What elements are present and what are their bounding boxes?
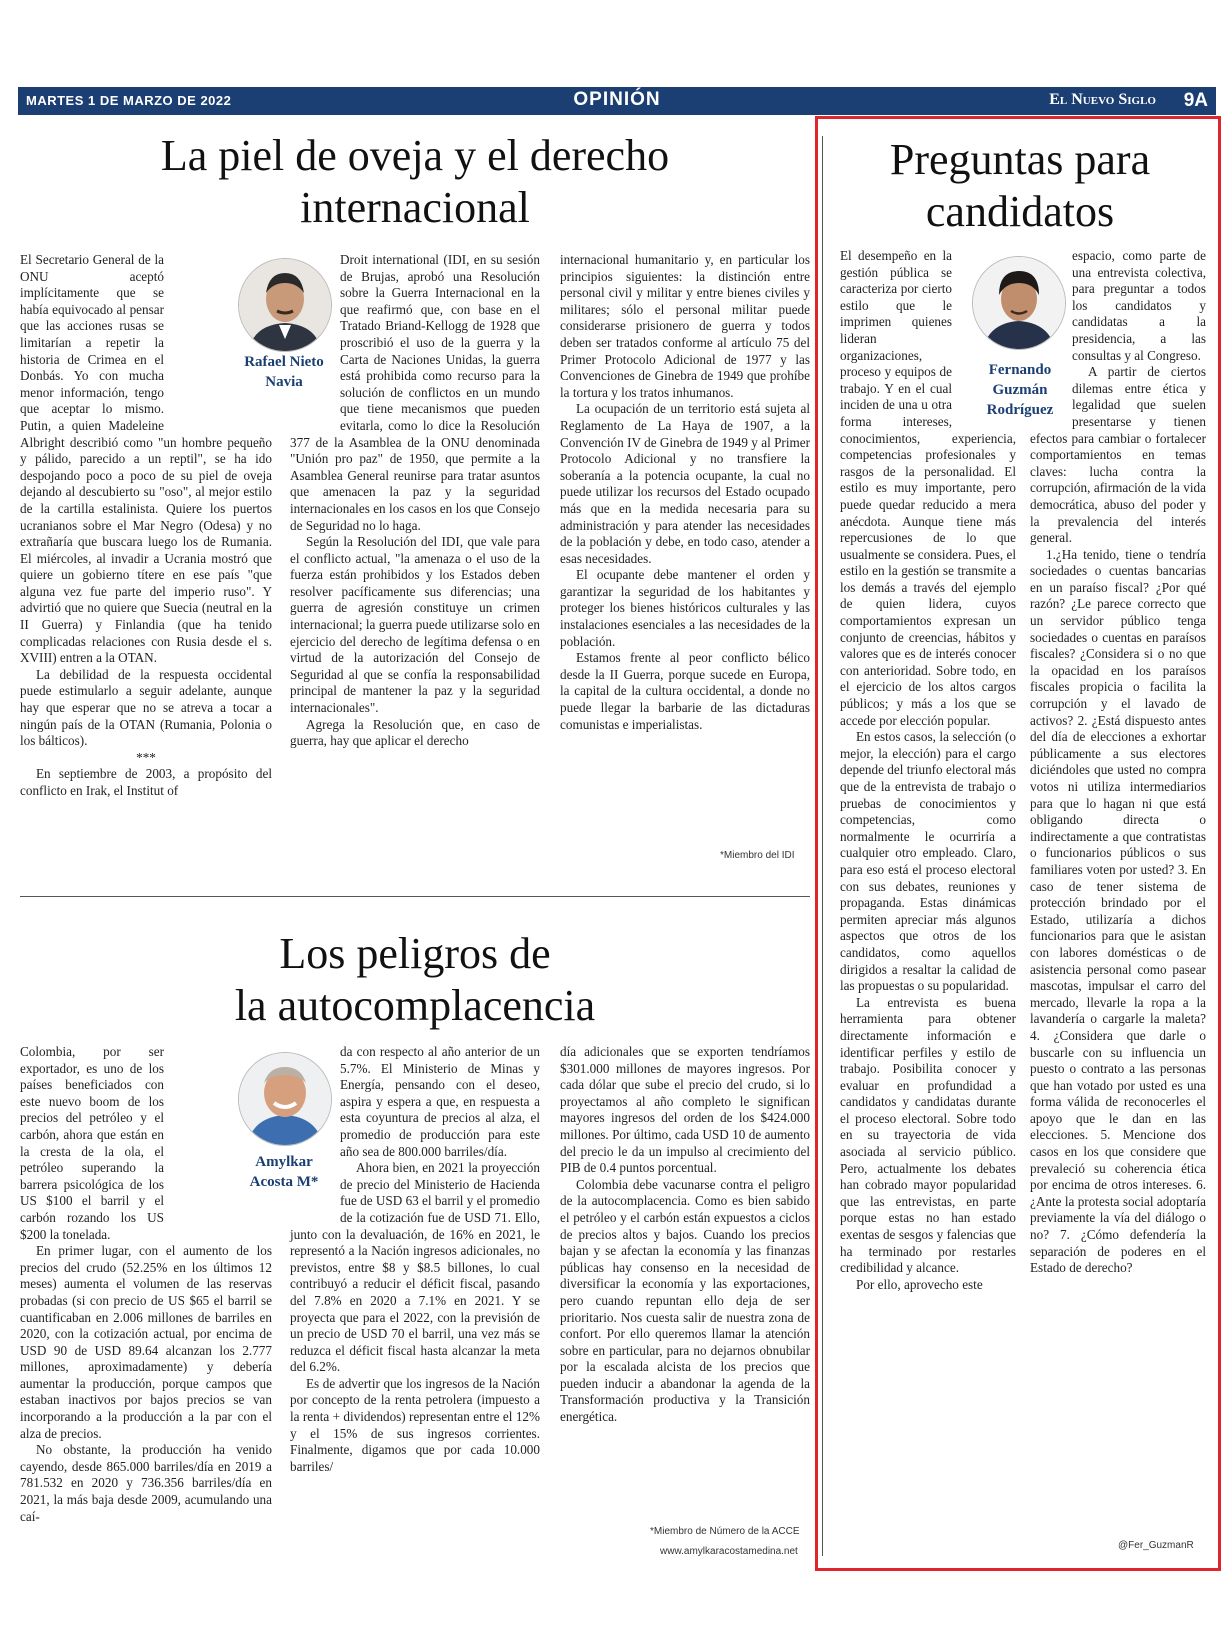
article1-paragraph: La ocupación de un territorio está sujeta al Reglamento de La Haya de 1907, a la Convención IV de Ginebra de 1949 y al Primer Protocolo Adicional y no transfiere la soberanía a la potencia ocupante, la cual no puede utilizar los recursos del Estado ocupado más que en la medida necesaria para su administración y para atender las necesidades de la población y debe, en todo caso, atender a esas necesidades. xyxy=(560,401,810,566)
article1-paragraph: En septiembre de 2003, a propósito del conflicto en Irak, el Institut of xyxy=(20,766,272,798)
article1-author-line1: Rafael Nieto xyxy=(244,354,324,370)
article2-paragraph: da con respecto al año anterior de un 5.7%. El Ministerio de Minas y Energía, pensando con el deseo, aspira y espera a que, en respuesta a esta coyuntura de precios al alza, el promedio de producción para este año sea de 800.000 barriles/día. xyxy=(340,1044,540,1159)
article2-paragraph: Es de advertir que los ingresos de la Nación por concepto de la renta petrolera (impuesto a la renta + dividendos) representan entre el 12% y el 15% de sus ingresos corrientes. Finalmente, digamos que por cada 10.000 barriles/ xyxy=(290,1375,540,1474)
article2-author-line2: Acosta M* xyxy=(249,1174,319,1190)
article3-paragraph: A partir de ciertos dilemas entre ética y legalidad que suelen presentarse y tienen efectos para cambiar o fortalecer comportamientos en temas claves: lucha contra la corrupción, afirmación de la vida democrática, abuso del poder y la prevalencia del interés general. xyxy=(1030,364,1206,546)
article1-column-2 xyxy=(290,252,540,750)
article1-title-line2: internacional xyxy=(300,183,530,232)
article2-paragraph: En primer lugar, con el aumento de los precios del crudo (52.25% en los últimos 12 meses) aumenta el volumen de las reservas probadas (si con precio de US $65 el barril se cuantificaban en 2.006 millones de barriles en 2020, con la cotización actual, por encima de USD 90 de USD 89.64 alcanzan los 2.777 millones, aproximadamente) y debería aumentar la producción, porque campos que estaban inactivos por bajos precios se van incorporando a la producción a la par con el alza de precios. xyxy=(20,1243,272,1441)
article1-paragraph: La debilidad de la respuesta occidental puede estimularlo a seguir adelante, aunque hay que esperar que no se atreva a tocar a ningún país de la OTAN (Rumania, Polonia o los bálticos). xyxy=(20,666,272,749)
article3-paragraph: Por ello, aprovecho este xyxy=(856,1276,983,1292)
article1-author-spacer-2 xyxy=(290,252,340,420)
article-divider xyxy=(20,896,810,897)
masthead xyxy=(18,87,1216,115)
article1-paragraph: El Secretario General de la ONU aceptó implícitamente que se había equivocado al pensar que las acciones rusas se limitarían a repetir la historia de Crimea en el Donbás. Yo con mucha menor información, tengo que aceptar lo mismo. Putin, a quien Madeleine Albright describió como "un hombre pequeño y pálido, parecido a un reptil", se ha ido despojando poco a poco de su piel de oveja dejando al descubierto su "oso", al mejor estilo de la cartilla estalinista. Quiere los puertos ucranianos sobre el Mar Negro (Odesa) y no extrañaría que buscara luego los de Rumania. El miércoles, al invadir a Ucrania mostró que quiere un gobierno títere en ese país "que alguna vez fue parte del imperio ruso". Y advirtió que no quiere que Suecia (neutral en la II Guerra) y Finlandia (que ha tenido complicadas relaciones con Rusia desde el s. XVIII) entren a la OTAN. xyxy=(20,252,272,666)
article2-website: www.amylkaracostamedina.net xyxy=(660,1546,798,1557)
article1-column-3 xyxy=(560,252,810,733)
article2-paragraph: No obstante, la producción ha venido cayendo, desde 865.000 barriles/día en 2019 a 781.532 en 2020 y 736.356 barriles/día en 2021, la más baja desde 2009, acumulando una caí- xyxy=(20,1442,272,1524)
page-number: 9A xyxy=(1183,90,1208,111)
section-title: OPINIÓN xyxy=(573,89,661,110)
article1-title xyxy=(20,130,810,234)
article2-paragraph: Colombia, por ser exportador, es uno de los países beneficiados con este nuevo boom de los precios del petróleo y el carbón, ahora que están en la cresta de la ola, el petróleo superando la barrera psicológica de los US $100 el barril y el carbón rozando los US $200 la tonelada. xyxy=(20,1044,164,1242)
article3-paragraph: espacio, como parte de una entrevista colectiva, para preguntar a todos los candidatos y candidatas a la presidencia, a las consultas y al Congreso. xyxy=(1072,248,1206,363)
article2-title-line1: Los peligros de xyxy=(279,929,551,978)
article3-title-line2: candidatos xyxy=(925,187,1115,236)
article3-author-line3: Rodríguez xyxy=(986,402,1054,418)
article2-column-2 xyxy=(290,1044,540,1475)
article3-paragraph: El desempeño en la gestión pública se caracteriza por cierto estilo que le imprimen quienes lideran organizaciones, proceso y equipos de trabajo. Y en el cual inciden de una u otra forma intereses, conocimientos, experiencia, competencias profesionales y rasgos de la personalidad. El estilo es muy importante, pero puede quedar reducido a mera anécdota. Aunque tiene más repercusiones de lo que usualmente se considera. Pues, el estilo en la gestión se transmite a los demás a través del ejemplo de quien lidera, cuyos comportamientos expresan un conjunto de creencias, hábitos y valores que es de interés conocer con anterioridad. Sobre todo, en el ejercicio de los altos cargos públicos; y más a los que se accede por elección popular. xyxy=(840,248,1016,728)
article1-paragraph: Agrega la Resolución que, en caso de guerra, hay que aplicar el derecho xyxy=(290,716,540,749)
article3-paragraph: La entrevista es buena herramienta para obtener directamente información e identificar perfiles y estilo de trabajo. Posibilita conocer y evaluar en profundidad a candidatos y candidatas durante el proceso electoral. Sobre todo en su trayectoria de vida asociada al servicio público. Pero, actualmente los debates han cobrado mayor popularidad que las entrevistas, en parte porque estas no han estado exentas de sesgos y falencias que ha terminado por restarles credibilidad y alcance. xyxy=(840,994,1016,1276)
article2-column-3 xyxy=(560,1044,810,1426)
article1-paragraph: Estamos frente al peor conflicto bélico desde la II Guerra, porque sucede en Europa, la capital de la cultura occidental, a donde no puede llegar la barbarie de las dictaduras comunistas e imperialistas. xyxy=(560,650,810,732)
article2-paragraph: día adicionales que se exporten tendríamos $301.000 millones de mayores ingresos. Por cada dólar que sube el precio del crudo, si lo proyectamos al año completo le significan mayores ingresos del orden de los $424.000 millones. Por último, cada USD 10 de aumento del precio le da un impulso al crecimiento del PIB de 0.4 puntos porcentual. xyxy=(560,1044,810,1176)
article2-paragraph: Colombia debe vacunarse contra el peligro de la autocomplacencia. Como es bien sabido el petróleo y el carbón están expuestos a ciclos de precios altos y bajos. Cuando los precios bajan y se afectan la economía y las finanzas públicas hay consenso en la necesidad de diversificar la economía y las exportaciones, pero cuando repuntan ello deja de ser prioritario. Nos cuesta salir de nuestra zona de confort. Por ello queremos llamar la atención sobre en particular, para no dejarnos obnubilar por la escalada alcista de los precios que pueden inducir a abandonar la agenda de la Transformación productiva y la Transición energética. xyxy=(560,1176,810,1425)
issue-date: MARTES 1 DE MARZO DE 2022 xyxy=(26,93,232,108)
article1-paragraph: Según la Resolución del IDI, que vale para el conflicto actual, "la amenaza o el uso de la fuerza están prohibidos y los Estados deben resolver pacíficamente sus diferencias; una guerra de agresión constituye un crimen internacional; la guerra puede utilizarse solo en ejercicio del derecho de legítima defensa o en virtud de la autorización del Consejo de Seguridad al que se confía la responsabilidad principal de mantener la paz y la seguridad internacionales". xyxy=(290,534,540,716)
article3-paragraph: 1.¿Ha tenido, tiene o tendría sociedades o cuentas bancarias en un paraíso fiscal? ¿Por qué razón? ¿Le parece correcto que un servidor público tenga sociedades o cuentas en paraísos fiscales? ¿Considera si o no que la opacidad en los paraísos fiscales propicia o facilita la corrupción y el lavado de activos? 2. ¿Está dispuesto antes del día de elecciones a exhortar públicamente a sus electores diciéndoles que usted no compra votos ni utiliza intermediarios para que lo hagan ni que está obligando directa o indirectamente a que contratistas o funcionarios públicos o sus familiares voten por usted? 3. En caso de tener sistema de protección brindado por el Estado, utilizaría a dichos funcionarios para que le asistan con labores domésticas o de asistencia personal como pasear mascotas, impulsar el carro del mercado, llevarle la ropa a la lavandería o cargarle la maleta? 4. ¿Considera que darle o buscarle con su influencia un puesto o contrato a las personas que han votado por usted es una forma válida de reconocerles el apoyo que le dan en las elecciones. 5. Mencione dos casos en los que considere que prevaleció su coherencia ética por encima de otros intereses. 6. ¿Ante la protesta social adoptaría previamente la vía del diálogo o no? 7. ¿Cómo defendería la separación de poderes en el Estado de derecho? xyxy=(1030,546,1206,1276)
article2-author-line1: Amylkar xyxy=(255,1154,313,1170)
article2-footnote: *Miembro de Número de la ACCE xyxy=(650,1526,800,1537)
article1-title-line1: La piel de oveja y el derecho xyxy=(160,131,670,180)
section-separator: *** xyxy=(136,749,156,765)
article2-author-spacer-2 xyxy=(290,1044,340,1212)
article2-title xyxy=(20,928,810,1032)
article2-title-line2: la autocomplacencia xyxy=(234,981,596,1030)
article3-author-line2: Guzmán xyxy=(992,382,1048,398)
newspaper-name: El Nuevo Siglo xyxy=(1049,91,1156,108)
article1-paragraph: internacional humanitario y, en particular los principios siguientes: la distinción entre personal civil y militar y entre bienes civiles y militares; sólo el personal militar puede considerarse prisionero de guerra y todos deben ser tratados conforme al artículo 75 del Primer Protocolo Adicional de 1977 y las Convenciones de Ginebra de 1949 que prohíbe la tortura y los tratos inhumanos. xyxy=(560,252,810,400)
article2-column-1 xyxy=(20,1044,272,1525)
article2-paragraph: Ahora bien, en 2021 la proyección de precio del Ministerio de Hacienda fue de USD 63 el barril y el promedio de la cotización fue de USD 71. Ello, junto con la devaluación, de 16% en 2021, le representó a la Nación ingresos adicionales, no previstos, entre $8 y $8.5 billones, lo cual contribuyó a reducir el déficit fiscal, pasando del 7.8% en 2020 a 7.1% en 2021. Y se proyecta que para el 2022, con la previsión de un precio de USD 70 el barril, una vez más se reduzca el déficit fiscal hasta alcanzar la meta del 6.2%. xyxy=(290,1160,540,1375)
article1-paragraph: Droit international (IDI, en su sesión de Brujas, aprobó una Resolución sobre la Guerra Internacional en la que reafirmó que, con base en el Tratado Briand-Kellogg de 1928 que proscribió el uso de la guerra y la Carta de Naciones Unidas, la guerra está prohibida como recurso para la solución de conflictos en un mundo que tiene mecanismos que pueden evitarla, como lo dice la Resolución 377 de la Asamblea de la ONU denominada "Unión pro paz" de 1950, que permite a la Asamblea General reunirse para tratar asuntos que amenacen la paz y la seguridad internacionales en los casos en los que Consejo de Seguridad no lo haga. xyxy=(290,252,540,533)
article3-social-handle: @Fer_GuzmanR xyxy=(1118,1540,1194,1551)
article1-author-line2: Navia xyxy=(265,374,303,390)
article1-paragraph: El ocupante debe mantener el orden y garantizar la seguridad de los habitantes y proteger los bienes históricos culturales y las instalaciones esenciales a las necesidades de la población. xyxy=(560,567,810,649)
article3-paragraph: En estos casos, la selección (o mejor, la elección) para el cargo depende del triunfo electoral más que de la entrevista de trabajo o pruebas de conocimientos y competencias, como normalmente le ocurriría a cualquier otro empleado. Claro, para eso está el proceso electoral con sus debates, reuniones y propaganda. Estas dinámicas permiten apreciar más algunos aspectos que otros de los candidatos, como aquellos dirigidos a resaltar la calidad de las propuestas o su popularidad. xyxy=(840,729,1016,994)
article3-author-line1: Fernando xyxy=(988,362,1052,378)
article1-column-1 xyxy=(20,252,272,800)
highlight-frame xyxy=(815,116,1221,1571)
article1-footnote: *Miembro del IDI xyxy=(720,850,795,861)
article3-title-line1: Preguntas para xyxy=(889,135,1151,184)
